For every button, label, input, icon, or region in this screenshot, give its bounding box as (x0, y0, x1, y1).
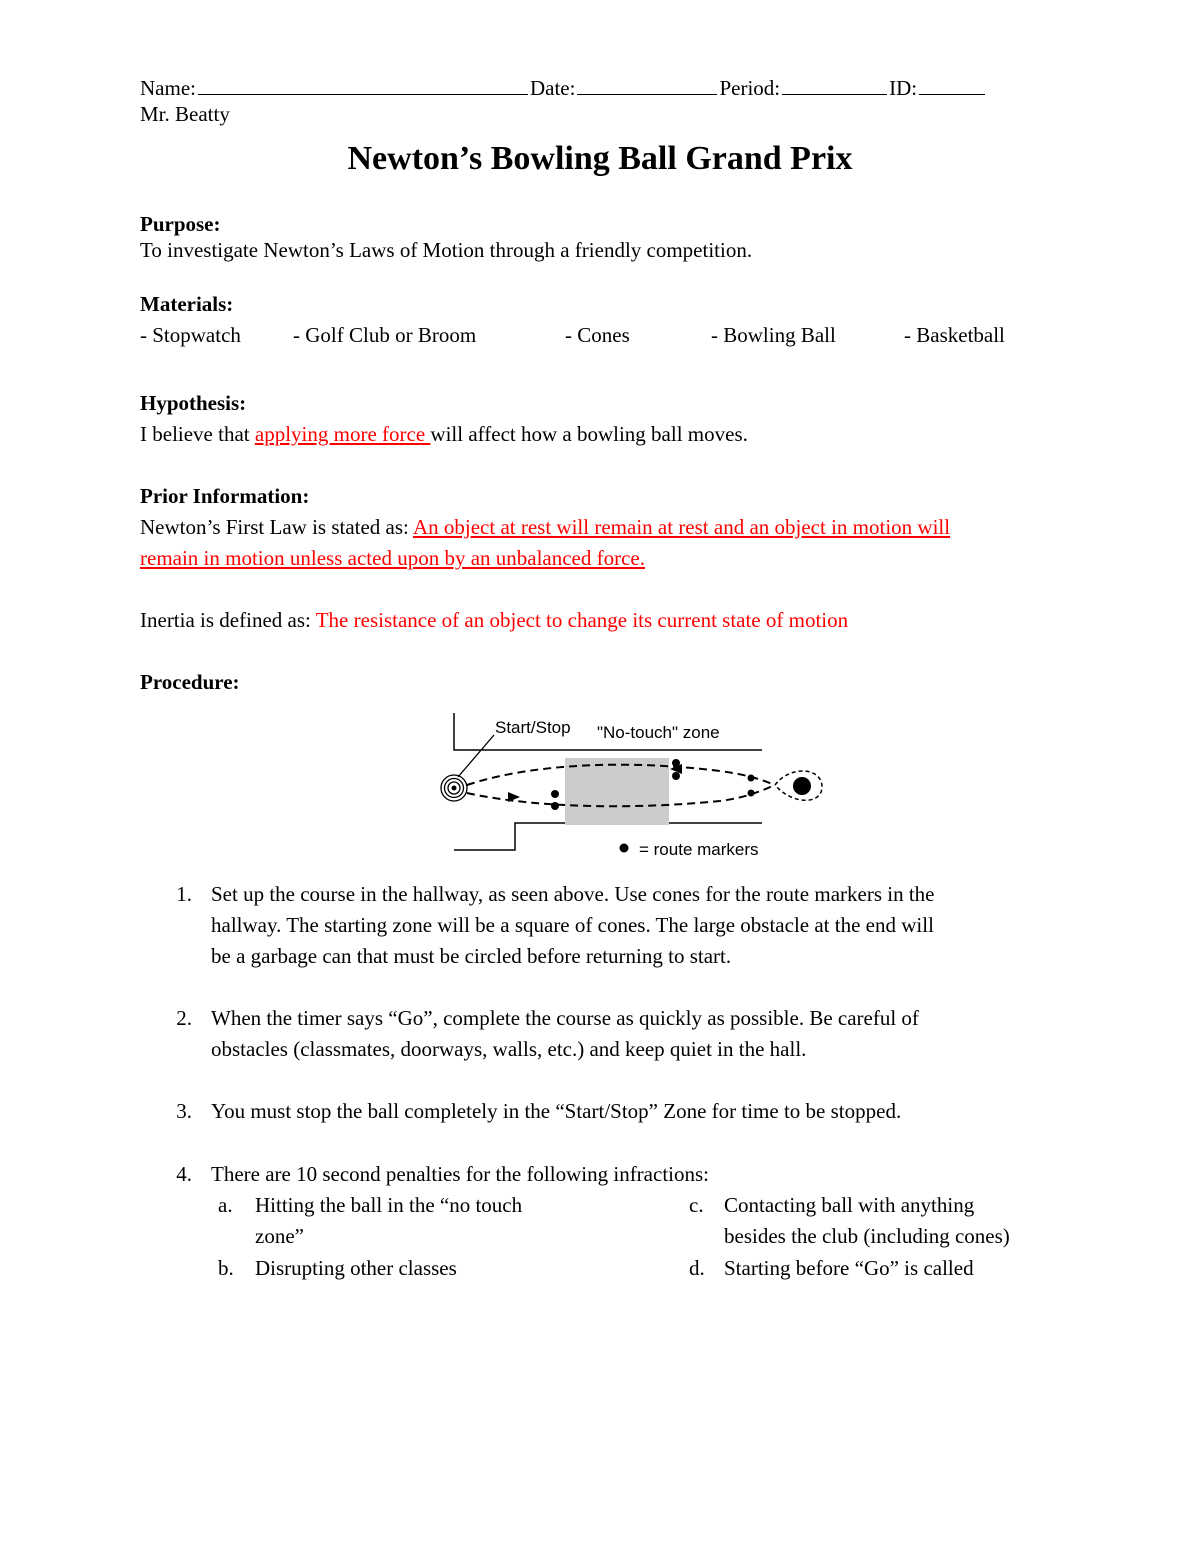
penalty-letter: c. (689, 1193, 704, 1217)
hypothesis-heading: Hypothesis: (140, 391, 247, 415)
step-line: hallway. The starting zone will be a square of cones. The large obstacle at the end will (211, 913, 934, 937)
obstacle (793, 777, 811, 795)
hypothesis-answer: applying more force (254, 422, 431, 446)
legend-label: = route markers (639, 840, 759, 859)
route-marker (672, 759, 680, 767)
legend-marker (620, 844, 629, 853)
purpose-heading: Purpose: (140, 212, 221, 236)
name-field[interactable] (198, 74, 528, 95)
material-item: - Cones (565, 323, 630, 347)
date-label: Date: (529, 76, 576, 100)
step-number: 2. (176, 1006, 192, 1030)
hypothesis-text (140, 420, 748, 448)
no-touch-label: "No-touch" zone (597, 723, 720, 742)
hypothesis-suffix: will affect how a bowling ball moves. (430, 422, 748, 446)
step-line: Set up the course in the hallway, as seen above. Use cones for the route markers in the (211, 882, 935, 906)
id-label: ID: (889, 76, 918, 100)
page-title: Newton’s Bowling Ball Grand Prix (347, 140, 853, 177)
step-line: When the timer says “Go”, complete the course as quickly as possible. Be careful of (211, 1006, 919, 1030)
name-label: Name: (140, 76, 196, 100)
penalty-line: zone” (255, 1224, 304, 1248)
period-label: Period: (719, 76, 781, 100)
first-law-answer: An object at rest will remain at rest and an object in motion will (412, 515, 951, 539)
route-marker (672, 772, 680, 780)
material-item: - Basketball (904, 323, 1005, 347)
start-stop-pointer (458, 735, 494, 777)
step-line: obstacles (classmates, doorways, walls, etc.) and keep quiet in the hall. (211, 1037, 807, 1061)
first-law-answer-cont: remain in motion unless acted upon by an unbalanced force. (140, 546, 646, 570)
first-law-prefix: Newton’s First Law is stated as: (140, 515, 413, 539)
route-marker (748, 790, 755, 797)
route-marker (748, 775, 755, 782)
route-marker (551, 790, 559, 798)
step-line: You must stop the ball completely in the “Start/Stop” Zone for time to be stopped. (211, 1099, 902, 1123)
start-stop-target (441, 775, 467, 801)
step-line: be a garbage can that must be circled before returning to start. (211, 944, 732, 968)
header-line (140, 74, 987, 101)
penalty-line: Hitting the ball in the “no touch (255, 1193, 523, 1217)
hypothesis-prefix: I believe that (140, 422, 255, 446)
inertia-prefix: Inertia is defined as: (140, 608, 316, 632)
prior-heading: Prior Information: (140, 484, 310, 508)
step-number: 1. (176, 882, 192, 906)
penalty-line: besides the club (including cones) (724, 1224, 1010, 1248)
penalty-letter: b. (218, 1256, 234, 1280)
inertia-line (140, 606, 848, 634)
material-item: - Bowling Ball (711, 323, 836, 347)
start-stop-label: Start/Stop (495, 718, 571, 737)
material-item: - Stopwatch (140, 323, 241, 347)
first-law-line (140, 513, 950, 541)
penalty-line: Disrupting other classes (255, 1256, 457, 1280)
penalty-letter: a. (218, 1193, 233, 1217)
penalty-letter: d. (689, 1256, 705, 1280)
material-item: - Golf Club or Broom (293, 323, 477, 347)
penalty-line: Starting before “Go” is called (724, 1256, 974, 1280)
teacher-name: Mr. Beatty (140, 102, 230, 126)
arrow-right (508, 792, 520, 802)
no-touch-zone (565, 758, 669, 825)
penalty-line: Contacting ball with anything (724, 1193, 975, 1217)
id-field[interactable] (919, 74, 985, 95)
course-diagram (430, 705, 840, 865)
step-line: There are 10 second penalties for the following infractions: (211, 1162, 709, 1186)
materials-heading: Materials: (140, 292, 234, 316)
step-number: 4. (176, 1162, 192, 1186)
step-number: 3. (176, 1099, 192, 1123)
purpose-text: To investigate Newton’s Laws of Motion through a friendly competition. (140, 238, 753, 262)
route-marker (551, 802, 559, 810)
period-field[interactable] (782, 74, 887, 95)
inertia-answer: The resistance of an object to change its current state of motion (315, 608, 849, 632)
date-field[interactable] (577, 74, 717, 95)
procedure-heading: Procedure: (140, 670, 240, 694)
